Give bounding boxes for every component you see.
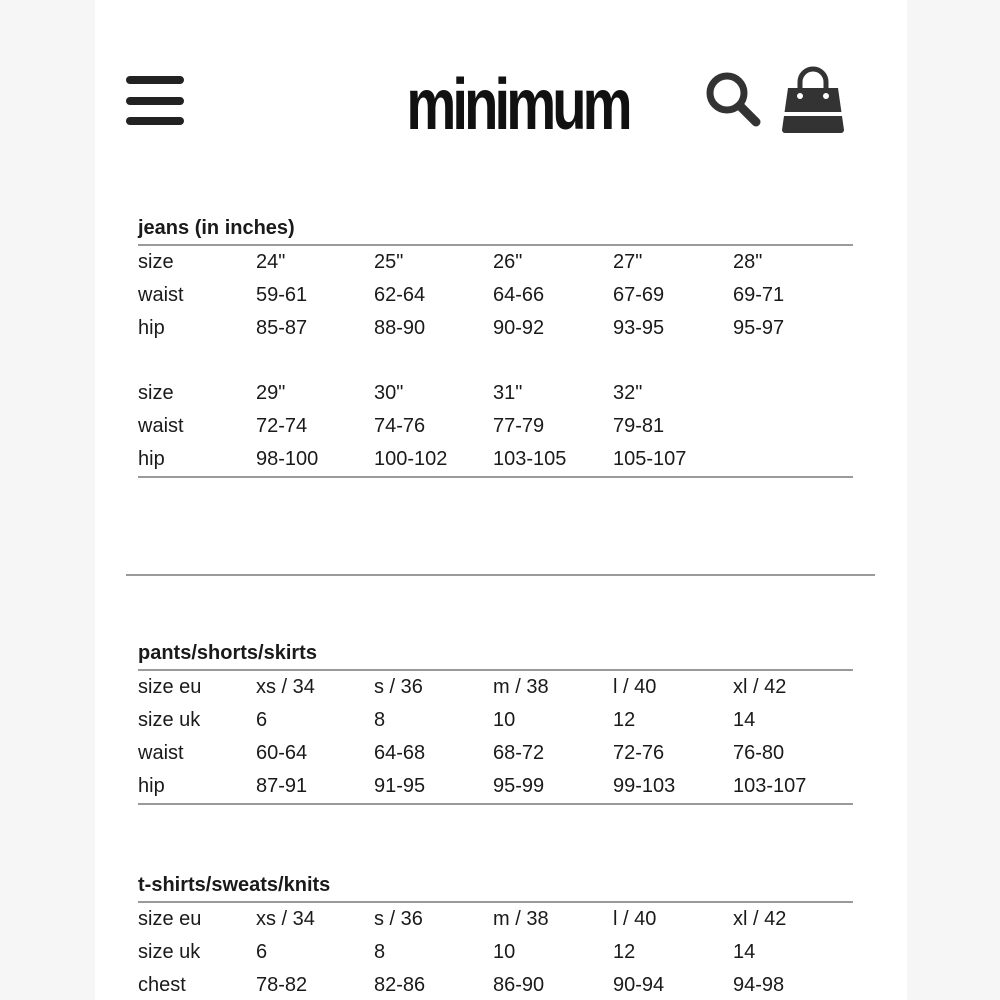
section-divider xyxy=(126,574,875,576)
table-cell: 29" xyxy=(256,382,286,404)
table-cell: 26" xyxy=(493,251,523,273)
table-cell: 64-66 xyxy=(493,284,545,306)
table-cell: 62-64 xyxy=(374,284,426,306)
row-label: size xyxy=(138,382,174,404)
table-cell: 85-87 xyxy=(256,317,308,339)
table-cell: 103-105 xyxy=(493,448,567,470)
table-row xyxy=(138,903,853,936)
table-row xyxy=(138,936,853,969)
table-cell: 103-107 xyxy=(733,775,807,797)
table-cell: 59-61 xyxy=(256,284,308,306)
table-cell: 74-76 xyxy=(374,415,426,437)
table-cell: s / 36 xyxy=(374,676,423,698)
table-cell: 72-74 xyxy=(256,415,308,437)
table-cell: 98-100 xyxy=(256,448,319,470)
table-cell: m / 38 xyxy=(493,908,549,930)
table-cell: xl / 42 xyxy=(733,908,787,930)
table-cell: 94-98 xyxy=(733,974,785,996)
row-label: waist xyxy=(138,742,184,764)
table-cell: 6 xyxy=(256,941,268,963)
table-cell: 28" xyxy=(733,251,763,273)
table-row xyxy=(138,377,853,410)
pants-size-table xyxy=(138,639,853,805)
table-cell: 68-72 xyxy=(493,742,545,764)
table-cell: xs / 34 xyxy=(256,908,315,930)
table-row xyxy=(138,737,853,770)
table-cell: 93-95 xyxy=(613,317,665,339)
table-cell: 8 xyxy=(374,709,386,731)
table-cell: 86-90 xyxy=(493,974,545,996)
search-icon xyxy=(704,70,762,128)
table-cell: xs / 34 xyxy=(256,676,315,698)
tshirts-table-title: t-shirts/sweats/knits xyxy=(138,871,853,903)
row-label: waist xyxy=(138,415,184,437)
table-cell: 8 xyxy=(374,941,386,963)
table-cell: 79-81 xyxy=(613,415,665,437)
table-row xyxy=(138,279,853,312)
table-cell: 27" xyxy=(613,251,643,273)
table-cell: 90-92 xyxy=(493,317,545,339)
pants-table-title: pants/shorts/skirts xyxy=(138,639,853,671)
table-cell: 77-79 xyxy=(493,415,545,437)
shopping-bag-icon xyxy=(778,66,848,136)
page-background xyxy=(95,0,907,1000)
table-row xyxy=(138,704,853,737)
table-row xyxy=(138,443,853,476)
jeans-table-title: jeans (in inches) xyxy=(138,214,853,246)
table-cell: l / 40 xyxy=(613,908,657,930)
row-label: hip xyxy=(138,775,165,797)
row-label: size eu xyxy=(138,908,202,930)
table-cell: 90-94 xyxy=(613,974,665,996)
table-cell: 10 xyxy=(493,709,516,731)
table-cell: 24" xyxy=(256,251,286,273)
table-cell: 78-82 xyxy=(256,974,308,996)
table-row xyxy=(138,312,853,345)
table-cell: s / 36 xyxy=(374,908,423,930)
brand-logo[interactable]: minimum xyxy=(406,65,629,145)
table-cell: 95-99 xyxy=(493,775,545,797)
table-row xyxy=(138,770,853,803)
row-spacer xyxy=(138,345,853,377)
table-cell: 32" xyxy=(613,382,643,404)
jeans-size-table xyxy=(138,214,853,478)
table-cell: 31" xyxy=(493,382,523,404)
table-cell: 10 xyxy=(493,941,516,963)
table-cell: 12 xyxy=(613,941,636,963)
table-cell: 67-69 xyxy=(613,284,665,306)
hamburger-menu-icon xyxy=(126,76,184,84)
table-cell: 99-103 xyxy=(613,775,676,797)
tshirts-size-table xyxy=(138,871,853,1000)
table-cell: 95-97 xyxy=(733,317,785,339)
table-cell: 100-102 xyxy=(374,448,448,470)
table-cell: l / 40 xyxy=(613,676,657,698)
table-row xyxy=(138,410,853,443)
jeans-block-1 xyxy=(138,246,853,345)
table-cell: 88-90 xyxy=(374,317,426,339)
tshirts-table-body xyxy=(138,903,853,1000)
table-cell: 82-86 xyxy=(374,974,426,996)
table-cell: 25" xyxy=(374,251,404,273)
hamburger-menu-icon xyxy=(126,117,184,125)
table-cell: 14 xyxy=(733,941,756,963)
table-cell: 64-68 xyxy=(374,742,426,764)
row-label: size uk xyxy=(138,941,201,963)
row-label: size eu xyxy=(138,676,202,698)
table-row xyxy=(138,969,853,1000)
table-cell: 60-64 xyxy=(256,742,308,764)
row-label: size xyxy=(138,251,174,273)
table-row xyxy=(138,246,853,279)
table-cell: 91-95 xyxy=(374,775,426,797)
table-row xyxy=(138,671,853,704)
table-cell: xl / 42 xyxy=(733,676,787,698)
table-cell: 12 xyxy=(613,709,636,731)
table-cell: m / 38 xyxy=(493,676,549,698)
table-cell: 30" xyxy=(374,382,404,404)
table-cell: 76-80 xyxy=(733,742,785,764)
table-cell: 72-76 xyxy=(613,742,665,764)
pants-table-body xyxy=(138,671,853,805)
search-button[interactable] xyxy=(704,70,762,128)
hamburger-menu-icon xyxy=(126,97,184,105)
row-label: size uk xyxy=(138,709,201,731)
row-label: hip xyxy=(138,448,165,470)
row-label: hip xyxy=(138,317,165,339)
menu-button[interactable] xyxy=(126,76,184,126)
row-label: waist xyxy=(138,284,184,306)
table-cell: 105-107 xyxy=(613,448,687,470)
table-cell: 14 xyxy=(733,709,756,731)
jeans-block-2 xyxy=(138,377,853,478)
shopping-bag-button[interactable] xyxy=(778,66,848,136)
row-label: chest xyxy=(138,974,186,996)
table-cell: 69-71 xyxy=(733,284,785,306)
table-cell: 6 xyxy=(256,709,268,731)
table-cell: 87-91 xyxy=(256,775,308,797)
